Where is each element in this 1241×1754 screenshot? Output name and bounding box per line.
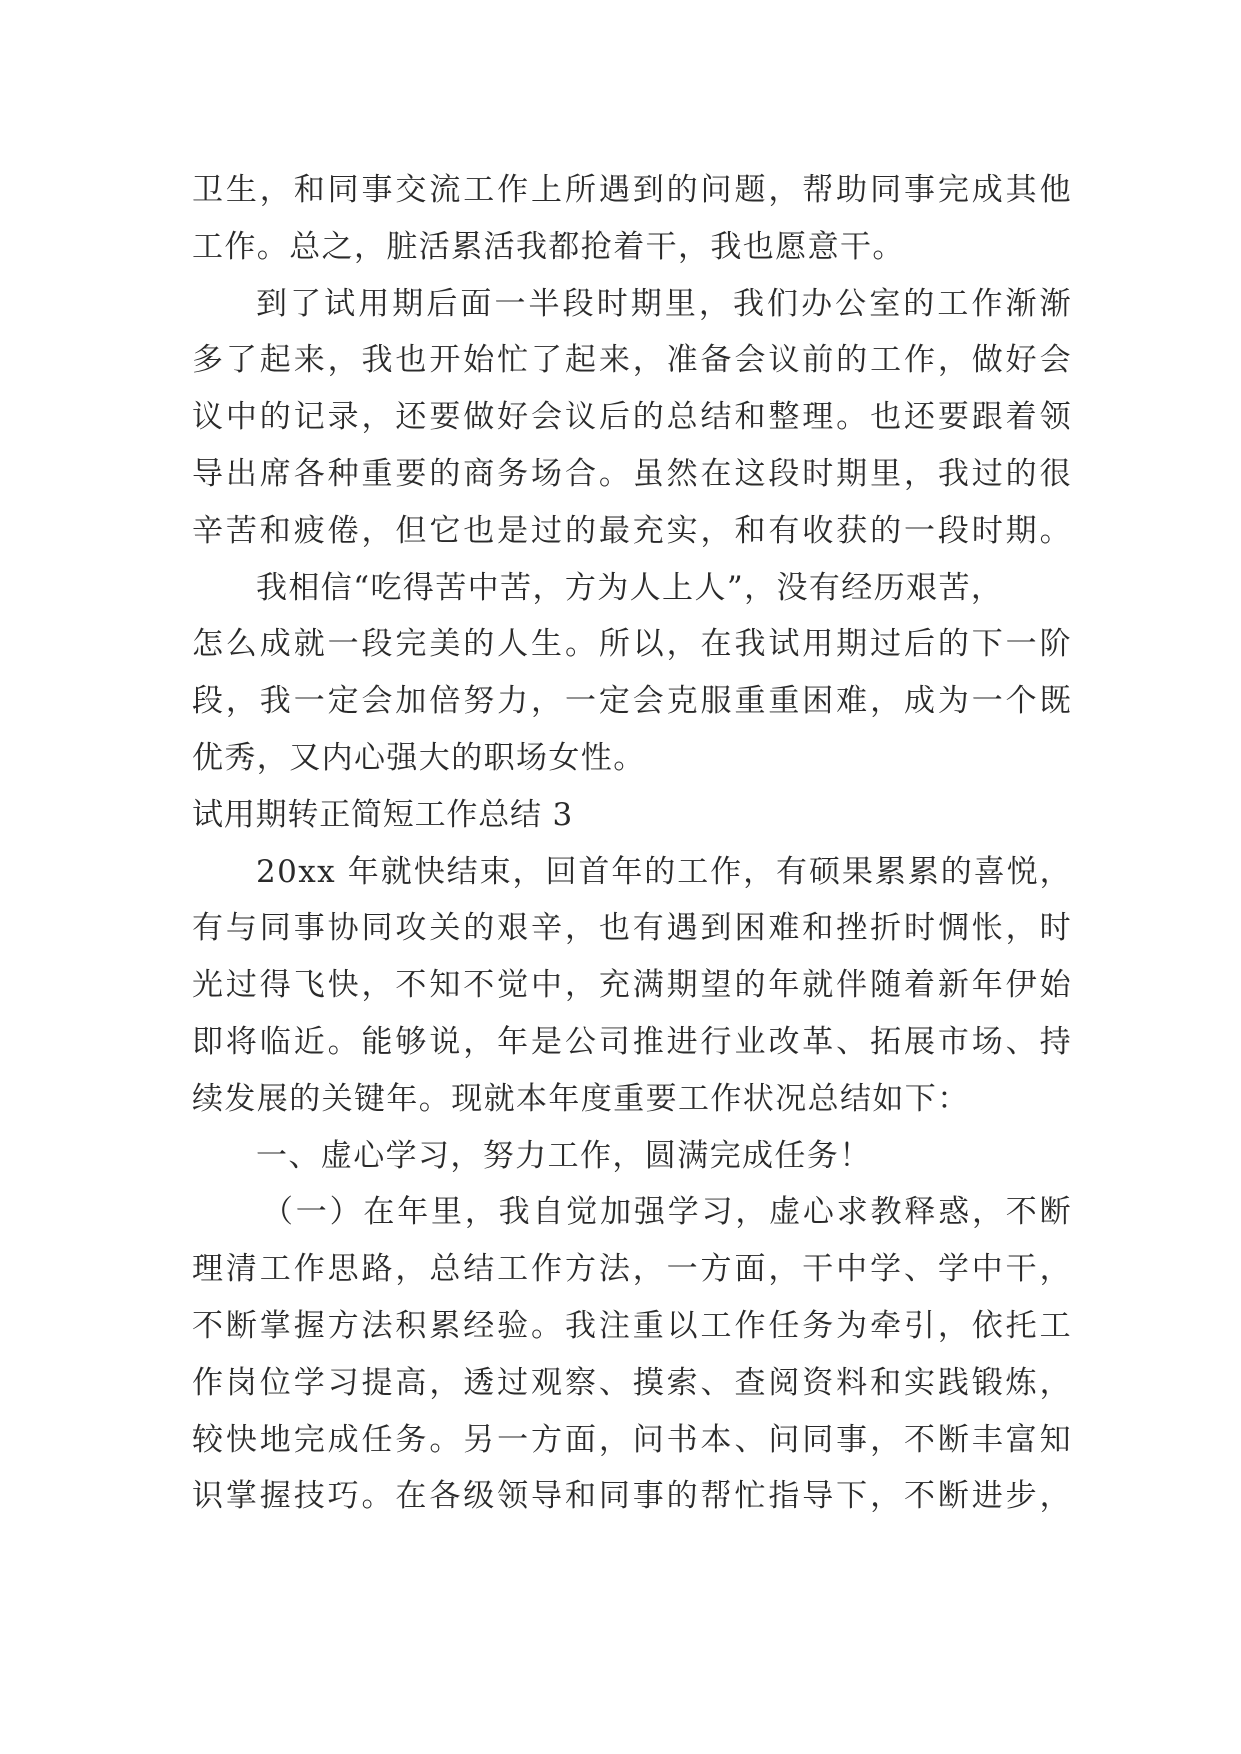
- paragraph-start-line: 我相信“吃得苦中苦，方为人上人”，没有经历艰苦，: [256, 569, 1004, 606]
- subsection-heading: 一、虚心学习，努力工作，圆满完成任务！: [256, 1137, 872, 1174]
- section-heading: 试用期转正简短工作总结 3: [192, 796, 573, 833]
- text-line: 工作。总之，脏活累活我都抢着干，我也愿意干。: [192, 228, 905, 265]
- text-line: 卫生，和同事交流工作上所遇到的问题，帮助同事完成其他: [192, 172, 1072, 208]
- text-line: 导出席各种重要的商务场合。虽然在这段时期里，我过的很: [192, 455, 1072, 492]
- text-line: 光过得飞快，不知不觉中，充满期望的年就伴随着新年伊始: [192, 967, 1072, 1004]
- text-line: 作岗位学习提高，透过观察、摸索、查阅资料和实践锻炼，: [192, 1364, 1072, 1401]
- text-line: 较快地完成任务。另一方面，问书本、问同事，不断丰富知: [192, 1421, 1072, 1458]
- text-line: 段，我一定会加倍努力，一定会克服重重困难，成为一个既: [192, 683, 1072, 720]
- paragraph-start-line: （一）在年里，我自觉加强学习，虚心求教释惑，不断: [262, 1194, 1072, 1231]
- paragraph-start-line: 20xx 年就快结束，回首年的工作，有硕果累累的喜悦，: [256, 853, 1072, 890]
- text-line: 不断掌握方法积累经验。我注重以工作任务为牵引，依托工: [192, 1307, 1072, 1344]
- text-line: 有与同事协同攻关的艰辛，也有遇到困难和挫折时惆怅，时: [192, 910, 1072, 947]
- text-line: 辛苦和疲倦，但它也是过的最充实，和有收获的一段时期。: [192, 512, 1072, 549]
- text-line: 理清工作思路，总结工作方法，一方面，干中学、学中干，: [192, 1251, 1072, 1288]
- text-line: 怎么成就一段完美的人生。所以，在我试用期过后的下一阶: [192, 626, 1072, 663]
- text-line: 续发展的关键年。现就本年度重要工作状况总结如下：: [192, 1080, 970, 1117]
- text-line: 多了起来，我也开始忙了起来，准备会议前的工作，做好会: [192, 342, 1072, 379]
- text-line: 识掌握技巧。在各级领导和同事的帮忙指导下，不断进步，: [192, 1478, 1072, 1515]
- document-body: [192, 162, 1072, 1525]
- text-line: 即将临近。能够说，年是公司推进行业改革、拓展市场、持: [192, 1023, 1072, 1060]
- text-line: 议中的记录，还要做好会议后的总结和整理。也还要跟着领: [192, 399, 1072, 436]
- text-line: 优秀，又内心强大的职场女性。: [192, 739, 646, 776]
- paragraph-start-line: 到了试用期后面一半段时期里，我们办公室的工作渐渐: [256, 285, 1072, 322]
